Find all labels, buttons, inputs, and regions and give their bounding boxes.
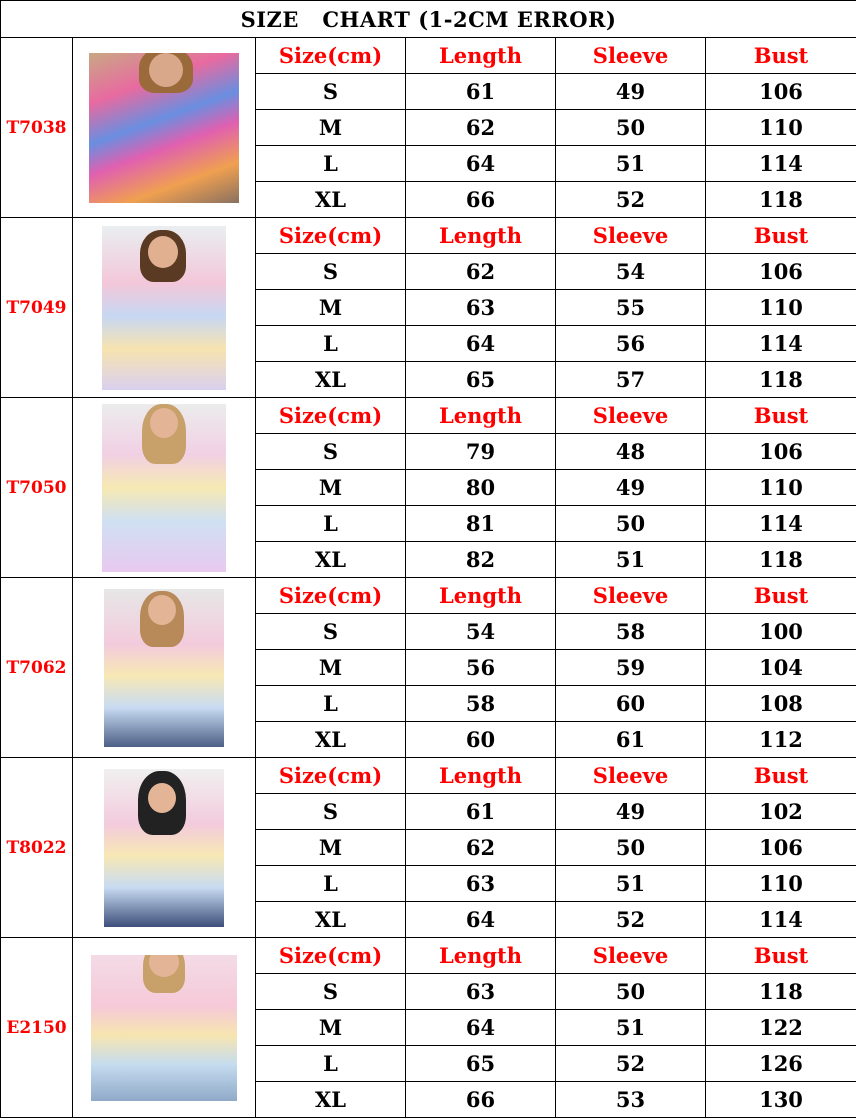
cell-size: XL — [256, 902, 406, 938]
cell-length: 60 — [406, 722, 556, 758]
cell-length: 63 — [406, 290, 556, 326]
cell-length: 66 — [406, 182, 556, 218]
cell-length: 56 — [406, 650, 556, 686]
product-photo-cell — [73, 758, 256, 938]
cell-sleeve: 49 — [556, 470, 706, 506]
cell-length: 63 — [406, 974, 556, 1010]
header-bust: Bust — [706, 758, 856, 794]
cell-sleeve: 51 — [556, 1010, 706, 1046]
cell-size: M — [256, 830, 406, 866]
cell-sleeve: 58 — [556, 614, 706, 650]
title-row — [1, 1, 856, 38]
cell-length: 64 — [406, 326, 556, 362]
cell-sleeve: 50 — [556, 110, 706, 146]
header-bust: Bust — [706, 398, 856, 434]
cell-sleeve: 50 — [556, 974, 706, 1010]
product-header-row — [1, 38, 856, 74]
cell-bust: 106 — [706, 434, 856, 470]
cell-bust: 104 — [706, 650, 856, 686]
cell-bust: 130 — [706, 1082, 856, 1118]
cell-sleeve: 56 — [556, 326, 706, 362]
cell-sleeve: 52 — [556, 1046, 706, 1082]
header-sleeve: Sleeve — [556, 938, 706, 974]
product-code: T7050 — [1, 398, 73, 578]
cell-bust: 114 — [706, 506, 856, 542]
model-face — [148, 236, 178, 268]
cell-size: XL — [256, 722, 406, 758]
cell-bust: 106 — [706, 74, 856, 110]
model-face — [149, 53, 183, 87]
cell-length: 54 — [406, 614, 556, 650]
header-sleeve: Sleeve — [556, 218, 706, 254]
product-photo-cell — [73, 38, 256, 218]
cell-size: S — [256, 74, 406, 110]
header-length: Length — [406, 38, 556, 74]
cell-size: L — [256, 1046, 406, 1082]
cell-length: 62 — [406, 254, 556, 290]
pastel-vneck-sweater-hat-photo — [104, 769, 224, 927]
cell-size: L — [256, 326, 406, 362]
cell-length: 64 — [406, 902, 556, 938]
cell-length: 65 — [406, 1046, 556, 1082]
product-photo-cell — [73, 218, 256, 398]
cell-sleeve: 59 — [556, 650, 706, 686]
cell-length: 61 — [406, 794, 556, 830]
cell-size: XL — [256, 542, 406, 578]
header-size: Size(cm) — [256, 398, 406, 434]
header-bust: Bust — [706, 938, 856, 974]
cell-size: L — [256, 506, 406, 542]
header-sleeve: Sleeve — [556, 398, 706, 434]
cell-bust: 126 — [706, 1046, 856, 1082]
cell-size: XL — [256, 362, 406, 398]
cell-length: 62 — [406, 110, 556, 146]
product-code: T7062 — [1, 578, 73, 758]
cell-length: 58 — [406, 686, 556, 722]
cell-sleeve: 51 — [556, 542, 706, 578]
size-chart-body — [1, 1, 856, 1118]
cell-bust: 114 — [706, 146, 856, 182]
cell-bust: 118 — [706, 974, 856, 1010]
header-bust: Bust — [706, 218, 856, 254]
cell-sleeve: 49 — [556, 794, 706, 830]
cell-size: S — [256, 434, 406, 470]
cell-sleeve: 50 — [556, 506, 706, 542]
header-sleeve: Sleeve — [556, 38, 706, 74]
product-code: T8022 — [1, 758, 73, 938]
cell-bust: 110 — [706, 110, 856, 146]
chart-title: SIZE CHART (1-2CM ERROR) — [1, 1, 856, 38]
model-face — [148, 783, 176, 813]
cell-size: XL — [256, 182, 406, 218]
product-header-row — [1, 578, 856, 614]
cell-size: M — [256, 470, 406, 506]
product-photo-cell — [73, 398, 256, 578]
cell-bust: 106 — [706, 254, 856, 290]
product-photo-cell — [73, 578, 256, 758]
cell-length: 65 — [406, 362, 556, 398]
cell-length: 66 — [406, 1082, 556, 1118]
product-code: T7038 — [1, 38, 73, 218]
cell-size: L — [256, 686, 406, 722]
cell-sleeve: 51 — [556, 146, 706, 182]
cell-length: 81 — [406, 506, 556, 542]
cell-bust: 108 — [706, 686, 856, 722]
cell-size: S — [256, 254, 406, 290]
header-sleeve: Sleeve — [556, 578, 706, 614]
product-header-row — [1, 758, 856, 794]
cell-bust: 114 — [706, 326, 856, 362]
cell-sleeve: 54 — [556, 254, 706, 290]
cell-sleeve: 52 — [556, 182, 706, 218]
cell-bust: 110 — [706, 290, 856, 326]
cell-sleeve: 53 — [556, 1082, 706, 1118]
cell-size: M — [256, 290, 406, 326]
cell-bust: 118 — [706, 362, 856, 398]
header-size: Size(cm) — [256, 218, 406, 254]
cell-size: M — [256, 650, 406, 686]
cell-sleeve: 55 — [556, 290, 706, 326]
cell-size: S — [256, 794, 406, 830]
cell-bust: 102 — [706, 794, 856, 830]
cell-size: M — [256, 110, 406, 146]
header-bust: Bust — [706, 578, 856, 614]
cell-bust: 118 — [706, 182, 856, 218]
cell-length: 79 — [406, 434, 556, 470]
cell-size: S — [256, 974, 406, 1010]
cell-sleeve: 52 — [556, 902, 706, 938]
cell-size: M — [256, 1010, 406, 1046]
cell-length: 61 — [406, 74, 556, 110]
cell-size: L — [256, 866, 406, 902]
pastel-short-cardigan-photo — [104, 589, 224, 747]
cell-sleeve: 50 — [556, 830, 706, 866]
cell-sleeve: 49 — [556, 74, 706, 110]
header-sleeve: Sleeve — [556, 758, 706, 794]
header-length: Length — [406, 398, 556, 434]
cell-bust: 100 — [706, 614, 856, 650]
product-header-row — [1, 938, 856, 974]
cell-bust: 110 — [706, 470, 856, 506]
model-face — [148, 595, 176, 625]
cell-length: 64 — [406, 1010, 556, 1046]
product-photo-cell — [73, 938, 256, 1118]
cell-sleeve: 51 — [556, 866, 706, 902]
pastel-long-cardigan-photo — [102, 404, 226, 572]
header-size: Size(cm) — [256, 578, 406, 614]
cell-length: 63 — [406, 866, 556, 902]
cell-bust: 114 — [706, 902, 856, 938]
header-length: Length — [406, 578, 556, 614]
header-size: Size(cm) — [256, 38, 406, 74]
cell-bust: 118 — [706, 542, 856, 578]
header-size: Size(cm) — [256, 758, 406, 794]
header-length: Length — [406, 758, 556, 794]
cell-sleeve: 57 — [556, 362, 706, 398]
product-header-row — [1, 218, 856, 254]
cell-size: S — [256, 614, 406, 650]
cell-bust: 112 — [706, 722, 856, 758]
pastel-turtleneck-sweater-photo — [102, 226, 226, 390]
header-size: Size(cm) — [256, 938, 406, 974]
model-face — [150, 408, 178, 438]
product-code: T7049 — [1, 218, 73, 398]
cell-size: XL — [256, 1082, 406, 1118]
product-code: E2150 — [1, 938, 73, 1118]
header-length: Length — [406, 938, 556, 974]
cell-sleeve: 48 — [556, 434, 706, 470]
cell-length: 80 — [406, 470, 556, 506]
rainbow-knit-sweater-photo — [89, 53, 239, 203]
cell-length: 62 — [406, 830, 556, 866]
cell-size: L — [256, 146, 406, 182]
cell-bust: 110 — [706, 866, 856, 902]
cell-length: 82 — [406, 542, 556, 578]
header-length: Length — [406, 218, 556, 254]
cell-bust: 122 — [706, 1010, 856, 1046]
cell-sleeve: 61 — [556, 722, 706, 758]
cell-bust: 106 — [706, 830, 856, 866]
cell-length: 64 — [406, 146, 556, 182]
cell-sleeve: 60 — [556, 686, 706, 722]
header-bust: Bust — [706, 38, 856, 74]
heart-pattern-vneck-sweater-photo — [91, 955, 237, 1101]
product-header-row — [1, 398, 856, 434]
